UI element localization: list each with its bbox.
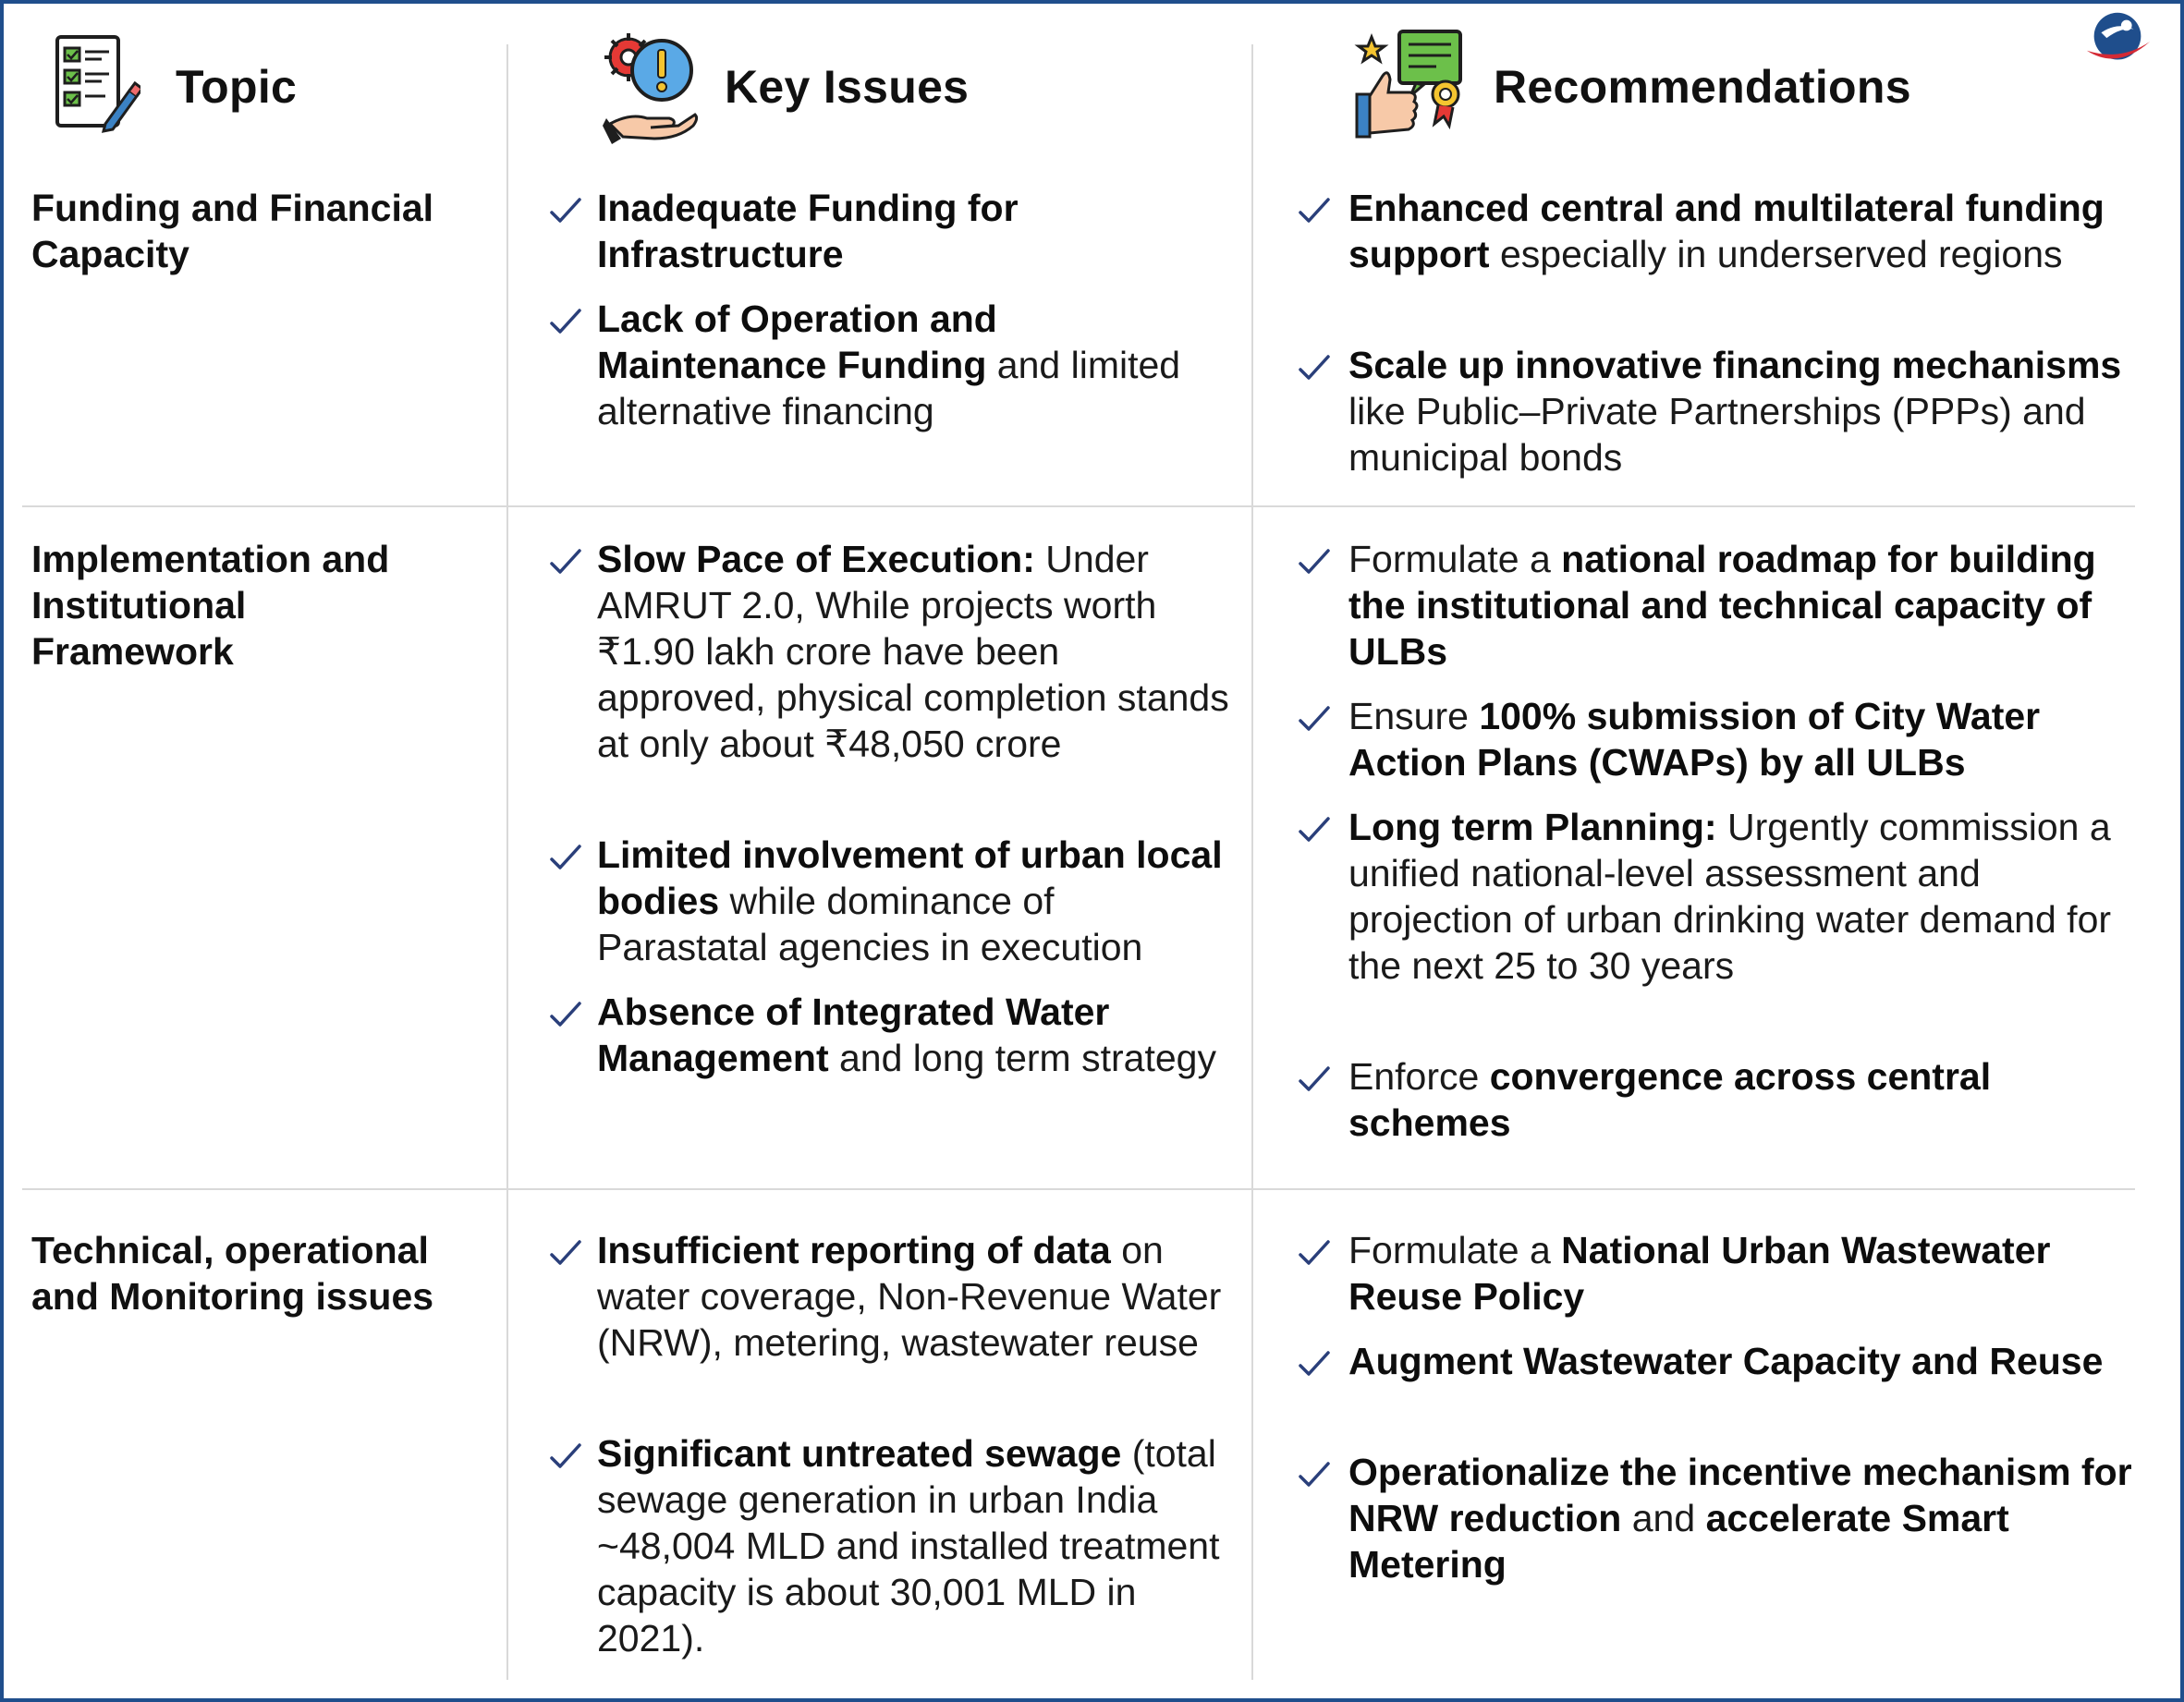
recommendation-item: [1348, 1053, 2153, 1146]
issue-item: [597, 536, 1235, 767]
text-run: (total sewage generation in urban India ~48,004 MLD and installed treatment capacity is about 30,001 MLD in 2021).: [597, 1432, 1220, 1659]
topic-implementation: Implementation and Institutional Framework: [31, 538, 390, 673]
text-run: while dominance of Parastatal agencies in execution: [597, 880, 1143, 968]
text-run: Ensure: [1348, 695, 1480, 737]
text-run: and long term strategy: [828, 1037, 1216, 1079]
issue-item: [597, 1430, 1235, 1661]
recommendation-item: [1348, 693, 2153, 785]
issue-item: [597, 296, 1235, 434]
recommendation-item: [1348, 804, 2153, 989]
bold-text-run: Slow Pace of Execution:: [597, 538, 1035, 580]
bold-text-run: Significant untreated sewage: [597, 1432, 1122, 1475]
text-run: Under AMRUT 2.0, While projects worth ₹1.90 lakh crore have been approved, physical completion stands at only about ₹48,050 crore: [597, 538, 1229, 765]
check-icon: [1298, 353, 1331, 383]
text-run: like Public–Private Partnerships (PPPs) and municipal bonds: [1348, 390, 2086, 479]
bold-text-run: National Urban Wastewater Reuse Policy: [1348, 1229, 2051, 1318]
text-run: Formulate a: [1348, 1229, 1562, 1271]
check-icon: [549, 1238, 582, 1268]
text-run: Formulate a: [1348, 538, 1562, 580]
check-icon: [1298, 1349, 1331, 1379]
check-icon: [1298, 815, 1331, 845]
bold-text-run: Scale up innovative financing mechanisms: [1348, 344, 2122, 386]
bold-text-run: national roadmap for building the institutional and technical capacity of ULBs: [1348, 538, 2096, 673]
bold-text-run: Insufficient reporting of data: [597, 1229, 1111, 1271]
header-topic: Topic: [176, 61, 298, 113]
text-run: especially in underserved regions: [1489, 233, 2063, 275]
topic-funding: Funding and Financial Capacity: [31, 187, 434, 275]
check-icon: [1298, 547, 1331, 577]
check-icon: [549, 307, 582, 336]
check-icon: [1298, 704, 1331, 734]
bold-text-run: convergence across central schemes: [1348, 1055, 1992, 1144]
check-icon: [549, 1000, 582, 1029]
bold-text-run: Absence of Integrated Water Management: [597, 991, 1110, 1079]
row-divider-2: [22, 1188, 2135, 1190]
thumbs-up-award-icon: [1351, 28, 1468, 140]
issue-item: [597, 989, 1235, 1081]
check-icon: [549, 843, 582, 872]
check-icon: [549, 547, 582, 577]
text-run: and: [1621, 1497, 1706, 1539]
text-run: Enforce: [1348, 1055, 1490, 1098]
bold-text-run: Enhanced central and multilateral funding support: [1348, 187, 2105, 275]
bold-text-run: Augment Wastewater Capacity and Reuse: [1348, 1340, 2104, 1382]
issue-item: [597, 832, 1235, 970]
recommendation-item: [1348, 536, 2153, 675]
recommendation-item: [1348, 342, 2153, 480]
issue-item: [597, 1227, 1235, 1366]
text-run: Urgently commission a unified national-level assessment and projection of urban drinking water demand for the next 25 to 30 years: [1348, 806, 2112, 987]
check-icon: [1298, 1064, 1331, 1094]
row-divider-1: [22, 505, 2135, 507]
column-divider-2: [1251, 44, 1253, 1680]
bold-text-run: Inadequate Funding for Infrastructure: [597, 187, 1019, 275]
recommendation-item: [1348, 1338, 2153, 1384]
check-icon: [1298, 1460, 1331, 1489]
topic-technical: Technical, operational and Monitoring issues: [31, 1229, 434, 1318]
recommendation-item: [1348, 1449, 2153, 1587]
check-icon: [1298, 1238, 1331, 1268]
warning-gear-hand-icon: [603, 30, 699, 146]
bold-text-run: Limited involvement of urban local bodies: [597, 833, 1223, 922]
recommendation-item: [1348, 185, 2153, 277]
text-run: on water coverage, Non-Revenue Water (NRW), metering, wastewater reuse: [597, 1229, 1222, 1364]
bold-text-run: Lack of Operation and Maintenance Funding: [597, 298, 997, 386]
header-key-issues: Key Issues: [725, 61, 970, 113]
header-recommendations: Recommendations: [1494, 61, 1911, 113]
text-run: and limited alternative financing: [597, 344, 1181, 432]
recommendation-item: [1348, 1227, 2153, 1319]
bold-text-run: 100% submission of City Water Action Plans (CWAPs) by all ULBs: [1348, 695, 2041, 784]
column-divider-1: [506, 44, 508, 1680]
check-icon: [549, 1441, 582, 1471]
check-icon: [1298, 196, 1331, 225]
bold-text-run: Operationalize the incentive mechanism for NRW reduction: [1348, 1451, 2132, 1539]
bold-text-run: Long term Planning:: [1348, 806, 1717, 848]
brand-logo-icon: [2081, 6, 2153, 78]
check-icon: [549, 196, 582, 225]
issue-item: [597, 185, 1235, 277]
bold-text-run: accelerate Smart Metering: [1348, 1497, 2009, 1586]
checklist-icon: [52, 33, 140, 133]
